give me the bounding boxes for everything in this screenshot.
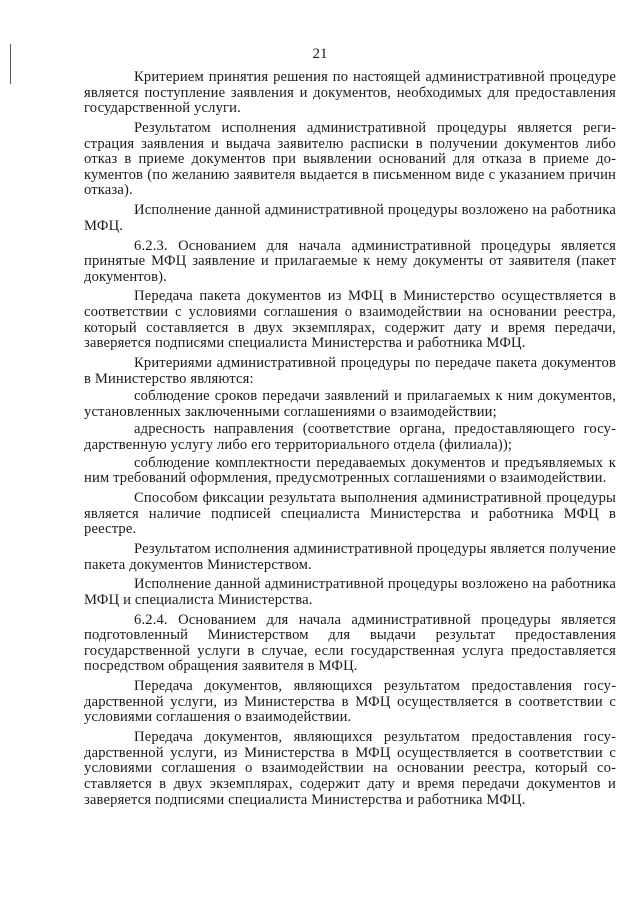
paragraph-criterion-acceptance: Критерием принятия решения по настоящей административной процедуре является поступление заявления и документов, необходимых для предоставления государственной услуги.	[84, 69, 616, 117]
paragraph-executors: Исполнение данной административной процедуры возложено на работника МФЦ и специалиста Министерства.	[84, 576, 616, 608]
paragraph-result-receipt: Результатом исполнения административной процедуры является получение пакета документов Министерством.	[84, 540, 616, 573]
paragraph-result-transfer: Передача документов, являющихся результатом предоставления государственной услуги, из Министерства в МФЦ осуществляется в соответствии с условиями соглашения о взаимодействии.	[84, 678, 616, 726]
paragraph-executor-mfc: Исполнение данной административной процедуры возложено на работника МФЦ.	[84, 202, 616, 234]
paragraph-criteria-addressing: адресность направления (соответствие органа, предоставляющего государственную услугу либо его территориального отдела (филиала));	[84, 421, 616, 453]
paragraph-fixation-method: Способом фиксации результата выполнения административной процедуры является наличие подписей специалиста Министерства и работника МФЦ в реестре.	[84, 489, 616, 538]
paragraph-criteria-completeness: соблюдение комплектности передаваемых документов и предъявляемых к ним требований оформления, предусмотренных соглашениями о взаимодействии.	[84, 454, 616, 487]
paragraph-6-2-3: 6.2.3. Основанием для начала административной процедуры является принятые МФЦ заявление и прилагаемые к нему документы от заявителя (пакет документов).	[84, 237, 616, 285]
paragraph-result-transfer-registry: Передача документов, являющихся результатом предоставления государственной услуги, из Министерства в МФЦ осуществляется в соответствии с условиями соглашения о взаимодействии на основании реестра, который составляется в двух экземплярах, содержит дату и время передачи документов и заверяется подписями специалиста Министерства и работника МФЦ.	[84, 729, 616, 808]
document-body	[84, 70, 616, 812]
paragraph-result-registration: Результатом исполнения административной процедуры является регистрация заявления и выдача заявителю расписки в получении документов либо отказ в приеме документов при выявлении оснований для отказа в приеме документов (по желанию заявителя выдается в письменном виде с указанием причин отказа).	[84, 119, 616, 199]
paragraph-6-2-4: 6.2.4. Основанием для начала административной процедуры является подготовленный Министерством для выдачи результат предоставления государственной услуги в случае, если государственная услуга предоставляется посредством обращения заявителя в МФЦ.	[84, 611, 616, 675]
paragraph-transfer-criteria: Критериями административной процедуры по передаче пакета документов в Министерство являются:	[84, 355, 616, 387]
paragraph-package-transfer: Передача пакета документов из МФЦ в Министерство осуществляется в соответствии с условиями соглашения о взаимодействии на основании реестра, который составляется в двух экземплярах, содержит дату и время передачи, заверяется подписями специалиста Министерства и работника МФЦ.	[84, 288, 616, 352]
paragraph-criteria-deadlines: соблюдение сроков передачи заявлений и прилагаемых к ним документов, установленных заключенными соглашениями о взаимодействии;	[84, 388, 616, 420]
page-number: 21	[312, 46, 328, 62]
